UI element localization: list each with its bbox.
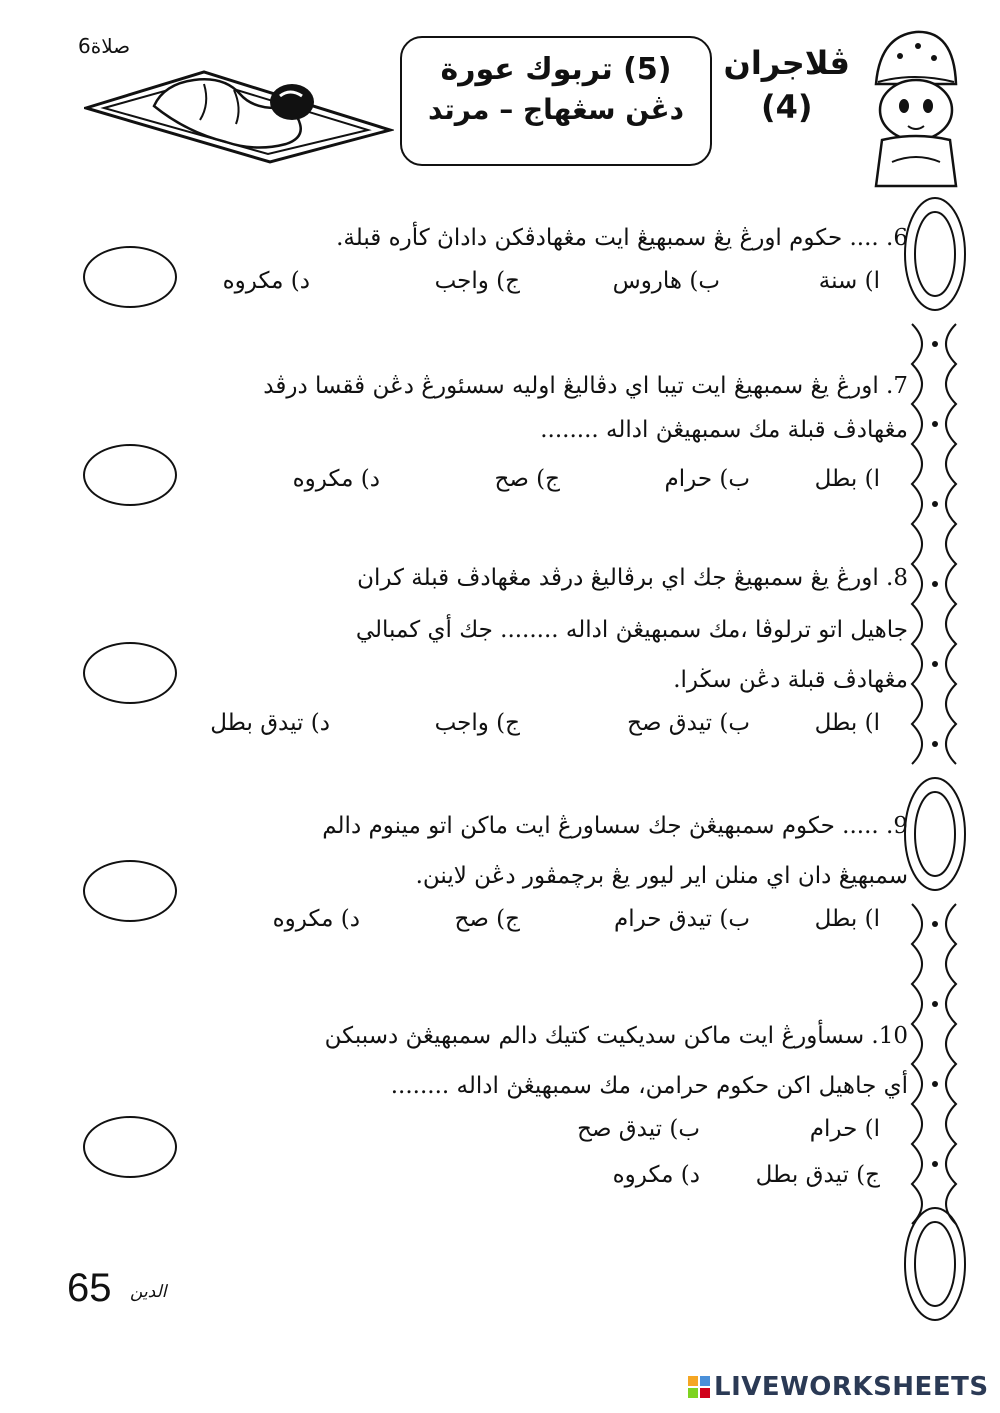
liveworksheets-logo-icon (688, 1376, 710, 1398)
chapter-label: صلاة6 (78, 34, 131, 58)
question-6-option-b: ب) هاروس (612, 268, 720, 294)
topic-box-line2: دڠن سڠهاج – مرتد (428, 93, 684, 126)
question-6-options (190, 268, 900, 304)
question-7-option-a: ا) بطل (814, 466, 880, 492)
question-7-answer-oval[interactable] (83, 444, 177, 506)
question-8-option-c: ج) واجب (434, 710, 520, 736)
question-8-line-1: 8. اورڠ يڠ سمبهيڠ جك اي برڤاليڠ درڤد مڠهادڤ قبلة كران (357, 565, 908, 591)
question-9-answer-oval[interactable] (83, 860, 177, 922)
question-9-options (190, 906, 900, 942)
question-9-option-b: ب) تيدق حرام (613, 906, 750, 932)
lesson-title-text: ڤلاجران (723, 44, 850, 82)
decorative-border (898, 194, 972, 1334)
question-7-line-2: مڠهادڤ قبلة مك سمبهيڠڽ اداله ........ (540, 417, 908, 443)
topic-box-line1: (5) تربوك عورة (440, 52, 672, 87)
question-10-option-d: د) مكروه (612, 1162, 700, 1188)
question-10-option-a: ا) حرام (809, 1116, 880, 1142)
question-6-answer-oval[interactable] (83, 246, 177, 308)
question-8-line-2: جاهيل اتو ترلوڤا ،مك سمبهيڠڽ اداله ........ جك أي كمبالي (355, 617, 908, 643)
question-7-option-c: ج) صح (494, 466, 560, 492)
question-9-line-1: 9. ..... حکوم سمبهيڠڽ جك سساورڠ ايت ماكن اتو مينوم دالم (322, 813, 908, 839)
question-10-options-row-2 (380, 1162, 900, 1198)
page-number: 65 (67, 1266, 112, 1310)
lesson-number: (4) (760, 88, 813, 126)
question-9-line-2: سمبهيڠ دان اي منلن اير ليور يڠ برچمڤور دڠن لاينن. (415, 863, 908, 889)
topic-box (400, 36, 712, 166)
prayer-mat-illustration (84, 44, 394, 164)
subject-label: الدين (130, 1282, 167, 1302)
boy-cartoon-illustration (862, 22, 962, 188)
question-6-line-1: 6. .... حکوم اورڠ يڠ سمبهيڠ ايت مڠهادڤكن داداڽ كأره قبلة. (336, 225, 908, 251)
question-6-option-d: د) مكروه (222, 268, 310, 294)
question-9-option-c: ج) صح (454, 906, 520, 932)
question-7-line-1: 7. اورڠ يڠ سمبهيڠ ايت تيبا اي دڤاليڠ اوليه سسئورڠ دڠن ڤقسا درڤد (263, 373, 908, 399)
liveworksheets-brand: LIVEWORKSHEETS (714, 1372, 989, 1402)
question-9-option-d: د) مكروه (272, 906, 360, 932)
question-10-option-b: ب) تيدق صح (577, 1116, 700, 1142)
question-7-option-b: ب) حرام (664, 466, 750, 492)
question-8-option-a: ا) بطل (814, 710, 880, 736)
question-10-options-row-1 (380, 1116, 900, 1152)
question-6-option-c: ج) واجب (434, 268, 520, 294)
question-8-answer-oval[interactable] (83, 642, 177, 704)
question-9-option-a: ا) بطل (814, 906, 880, 932)
question-8-option-d: د) تيدق بطل (210, 710, 330, 736)
question-8-option-b: ب) تيدق صح (627, 710, 750, 736)
question-10-line-1: 10. سسأورڠ ايت ماكن سديكيت كتيك دالم سمبهيڠڽ دسببكن (324, 1023, 908, 1049)
question-10-answer-oval[interactable] (83, 1116, 177, 1178)
question-7-option-d: د) مكروه (292, 466, 380, 492)
question-6-option-a: ا) سنة (818, 268, 880, 294)
question-10-option-c: ج) تيدق بطل (755, 1162, 880, 1188)
question-7-options (190, 466, 900, 502)
question-8-line-3: مڠهادڤ قبلة دڠن سڬرا. (673, 667, 908, 693)
lesson-title (724, 44, 851, 126)
question-10-line-2: أي جاهيل اكن حکوم حرامن، مك سمبهيڠڽ اداله ........ (390, 1073, 908, 1099)
question-8-options (180, 710, 900, 746)
